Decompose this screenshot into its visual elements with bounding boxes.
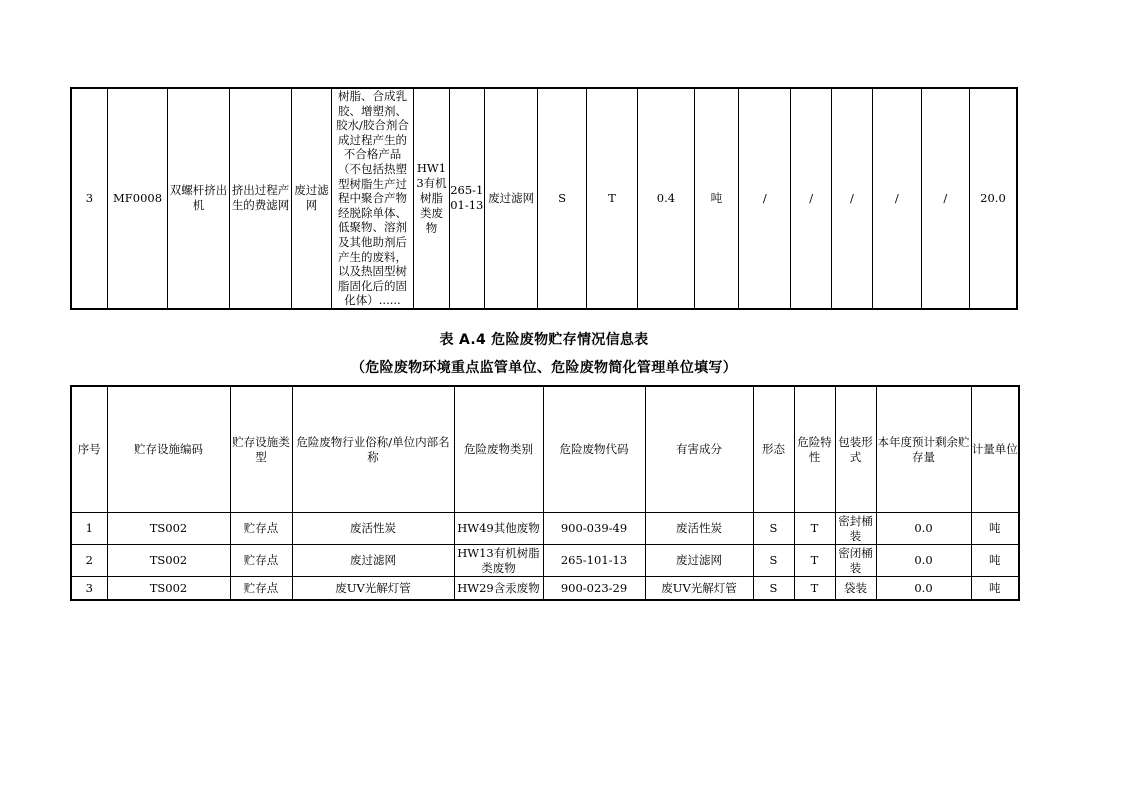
unit-cell: 吨 [971, 577, 1019, 601]
facility-type-cell: 贮存点 [230, 545, 292, 577]
table-title: 表 A.4 危险废物贮存情况信息表 [439, 332, 649, 348]
header-facility-code: 贮存设施编码 [107, 386, 230, 513]
waste-code-cell: 900-023-29 [543, 577, 645, 601]
seq-cell: 3 [71, 577, 107, 601]
header-seq: 序号 [71, 386, 107, 513]
seq-cell: 2 [71, 545, 107, 577]
harmful-cell: 废UV光解灯管 [645, 577, 753, 601]
waste-code-cell: 265-101-13 [449, 88, 484, 309]
table-row [71, 545, 1019, 577]
form-cell: S [753, 513, 794, 545]
header-category: 危险废物类别 [454, 386, 543, 513]
header-row [71, 386, 1019, 513]
table-row [71, 88, 1017, 309]
header-form: 形态 [753, 386, 794, 513]
category-cell: HW13有机树脂类废物 [454, 545, 543, 577]
property-cell: T [586, 88, 637, 309]
waste-code-cell: 900-039-49 [543, 513, 645, 545]
seq-cell: 1 [71, 513, 107, 545]
unit-cell: 吨 [971, 513, 1019, 545]
name-cell: 废过滤网 [292, 545, 454, 577]
header-harmful: 有害成分 [645, 386, 753, 513]
name-cell: 废过滤网 [292, 88, 331, 309]
form-cell: S [538, 88, 586, 309]
equipment-cell: 双螺杆挤出机 [168, 88, 230, 309]
remaining-cell: 0.0 [876, 513, 971, 545]
harmful-cell: 废过滤网 [645, 545, 753, 577]
last-value-cell: 20.0 [969, 88, 1017, 309]
property-cell: T [794, 577, 835, 601]
waste-code-cell: 265-101-13 [543, 545, 645, 577]
slash-cell: / [791, 88, 831, 309]
slash-cell: / [831, 88, 872, 309]
facility-code-cell: TS002 [107, 513, 230, 545]
category-cell: HW13有机树脂类废物 [414, 88, 449, 309]
package-cell: 密闭桶装 [835, 545, 876, 577]
header-waste-code: 危险废物代码 [543, 386, 645, 513]
slash-cell: / [873, 88, 921, 309]
header-facility-type: 贮存设施类型 [230, 386, 292, 513]
code-cell: MF0008 [107, 88, 168, 309]
waste-storage-table [70, 385, 1020, 601]
package-cell: 袋装 [835, 577, 876, 601]
category-cell: HW49其他废物 [454, 513, 543, 545]
name-cell: 废UV光解灯管 [292, 577, 454, 601]
waste-generation-table [70, 87, 1018, 310]
facility-type-cell: 贮存点 [230, 513, 292, 545]
table-row [71, 577, 1019, 601]
remaining-cell: 0.0 [876, 577, 971, 601]
header-remaining: 本年度预计剩余贮存量 [876, 386, 971, 513]
header-package: 包装形式 [835, 386, 876, 513]
table-subtitle: （危险废物环境重点监管单位、危险废物简化管理单位填写） [350, 360, 738, 376]
description-cell: 树脂、合成乳胶、增塑剂、胶水/胶合剂合成过程产生的不合格产品（不包括热塑型树脂生产过程中聚合产物经脱除单体、低聚物、溶剂及其他助剂后产生的废料，以及热固型树脂固化后的固化体）...... [331, 88, 414, 309]
table-row [71, 513, 1019, 545]
facility-code-cell: TS002 [107, 545, 230, 577]
remaining-cell: 0.0 [876, 545, 971, 577]
facility-code-cell: TS002 [107, 577, 230, 601]
header-property: 危险特性 [794, 386, 835, 513]
slash-cell: / [921, 88, 969, 309]
seq-cell: 3 [71, 88, 107, 309]
header-name: 危险废物行业俗称/单位内部名称 [292, 386, 454, 513]
property-cell: T [794, 545, 835, 577]
facility-type-cell: 贮存点 [230, 577, 292, 601]
form-cell: S [753, 577, 794, 601]
package-cell: 密封桶装 [835, 513, 876, 545]
property-cell: T [794, 513, 835, 545]
amount-cell: 0.4 [638, 88, 694, 309]
unit-cell: 吨 [971, 545, 1019, 577]
unit-cell: 吨 [694, 88, 738, 309]
process-cell: 挤出过程产生的费滤网 [229, 88, 292, 309]
harmful-cell: 废活性炭 [645, 513, 753, 545]
harmful-cell: 废过滤网 [484, 88, 537, 309]
slash-cell: / [739, 88, 791, 309]
category-cell: HW29含汞废物 [454, 577, 543, 601]
form-cell: S [753, 545, 794, 577]
name-cell: 废活性炭 [292, 513, 454, 545]
header-unit: 计量单位 [971, 386, 1019, 513]
